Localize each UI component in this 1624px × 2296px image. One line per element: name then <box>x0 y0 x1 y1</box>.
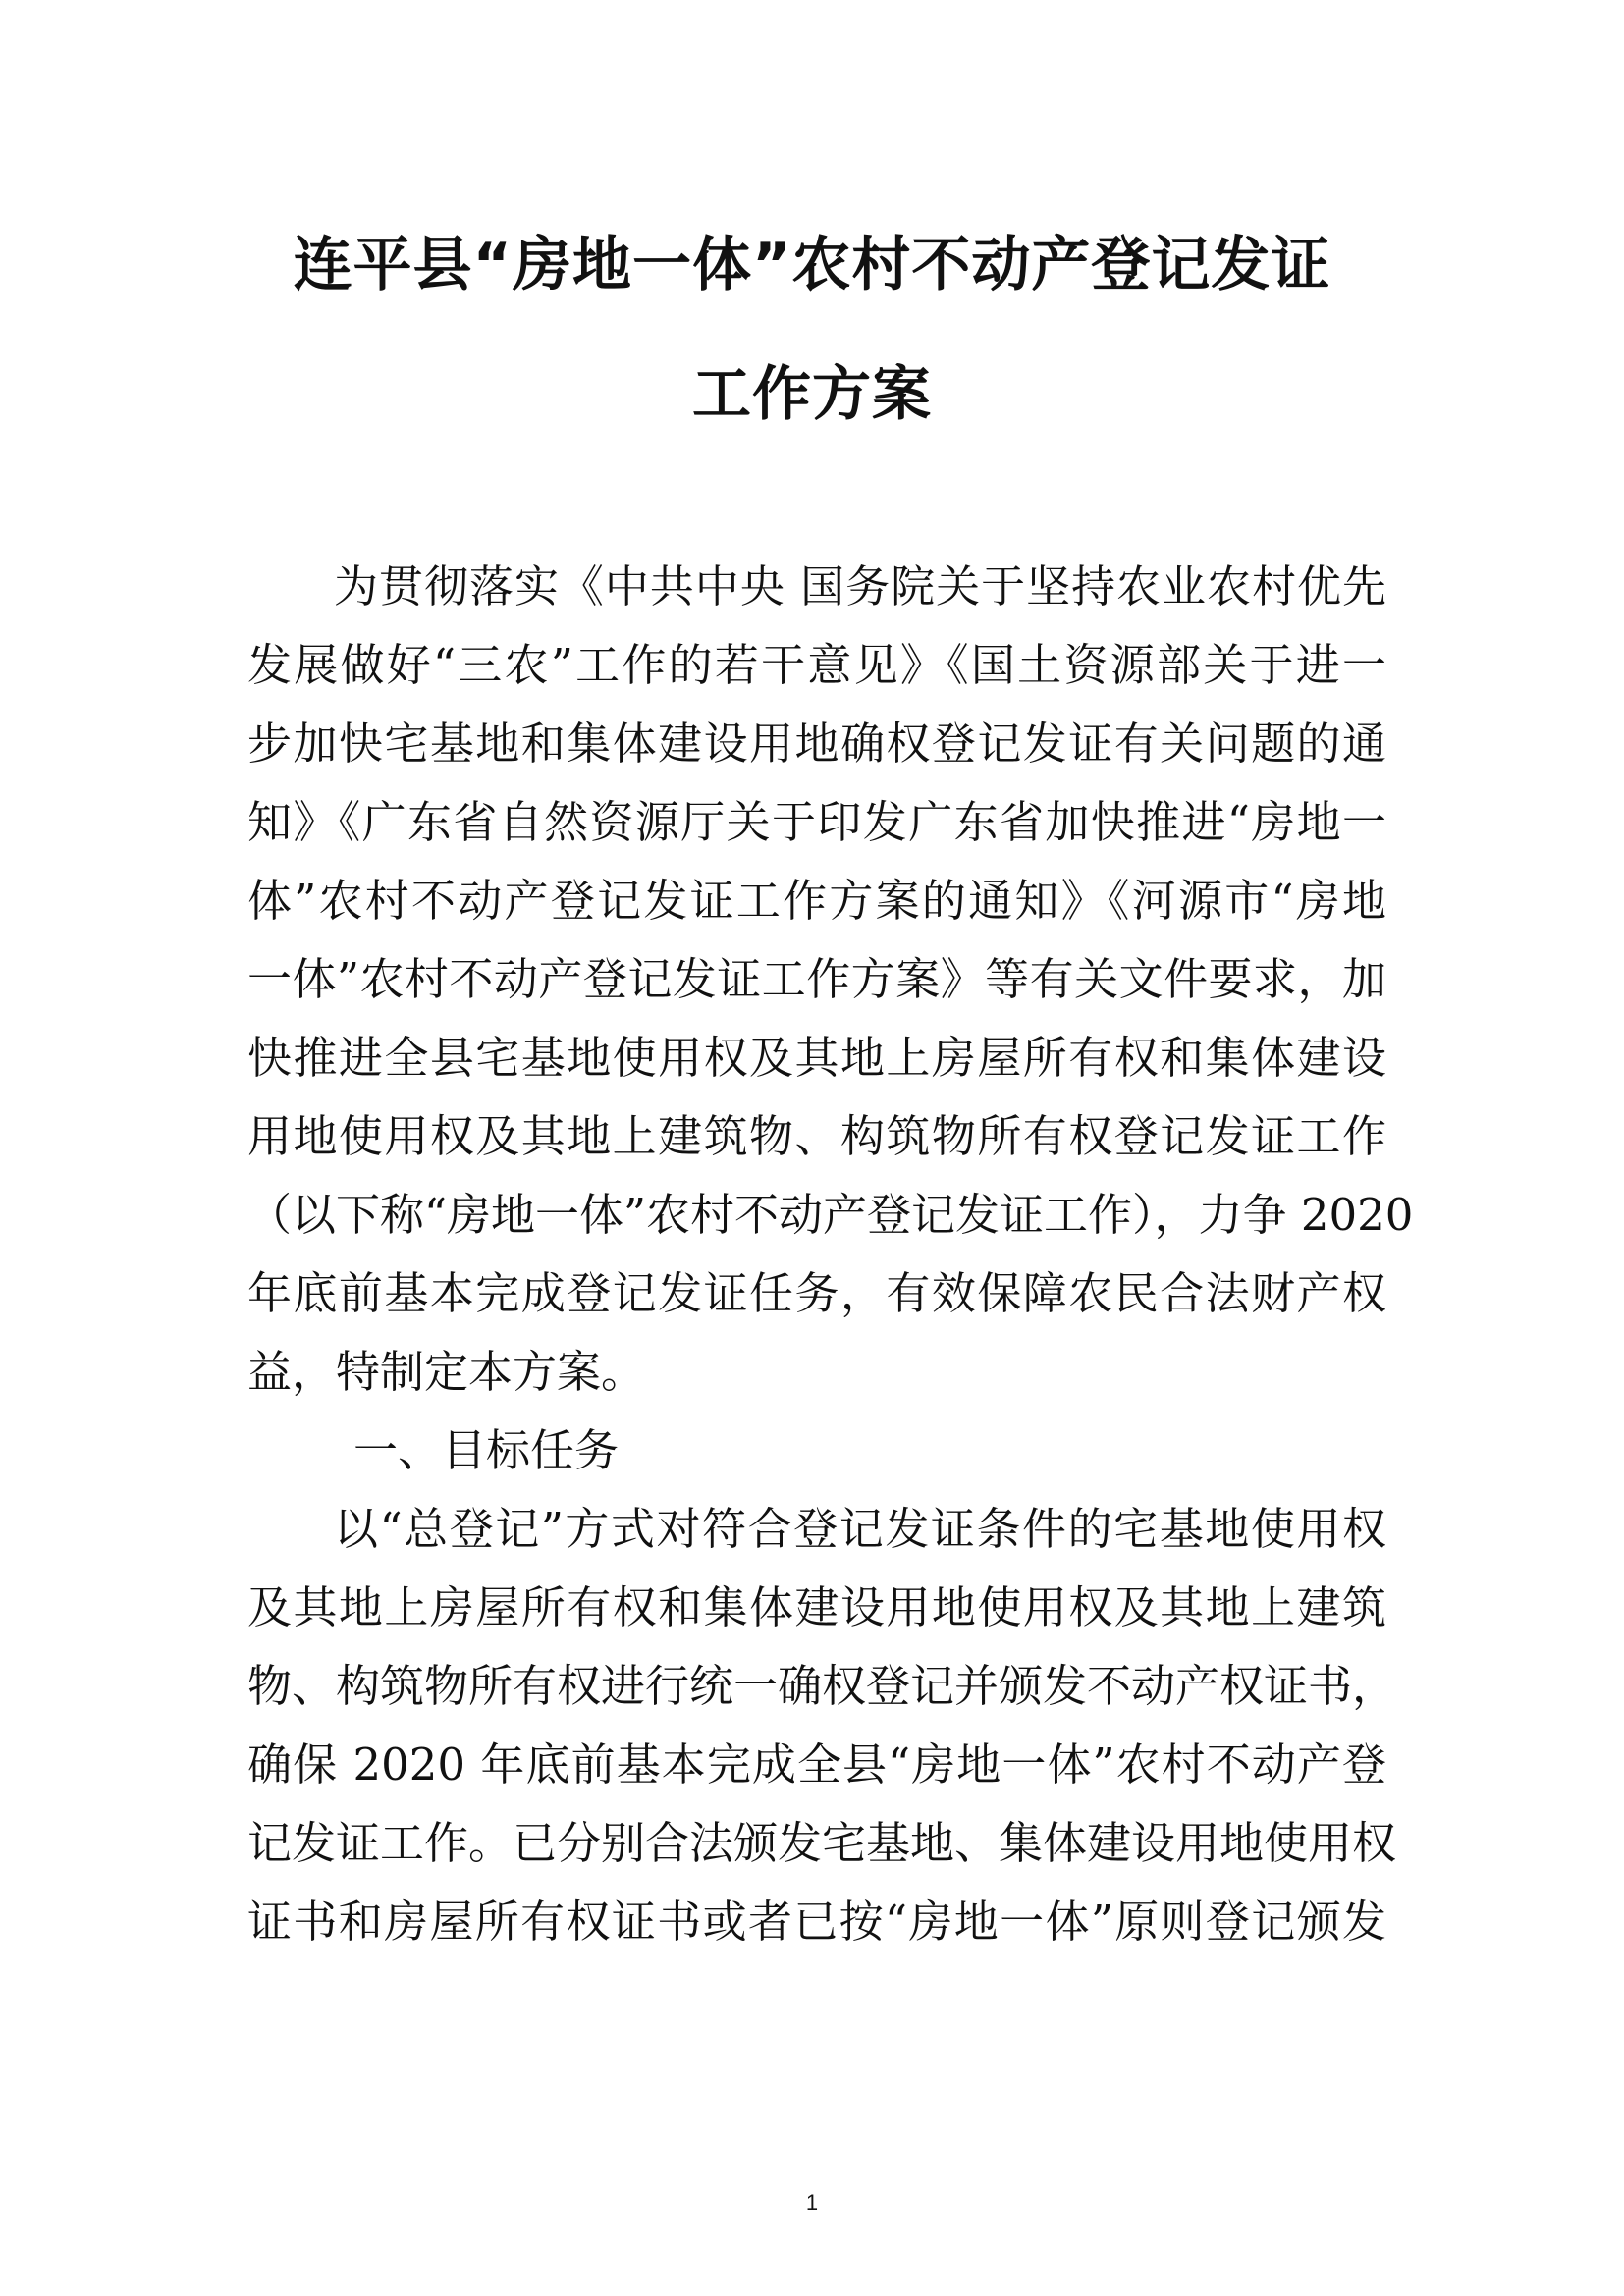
section-paragraph-line: 物、构筑物所有权进行统一确权登记并颁发不动产权证书， <box>247 1660 1397 1712</box>
section-paragraph-line: 确保 2020 年底前基本完成全县“房地一体”农村不动产登 <box>247 1738 1386 1790</box>
intro-paragraph-line: 用地使用权及其地上建筑物、构筑物所有权登记发证工作 <box>247 1110 1386 1162</box>
intro-paragraph-line: 步加快宅基地和集体建设用地确权登记发证有关问题的通 <box>247 718 1386 770</box>
intro-paragraph-line: 快推进全县宅基地使用权及其地上房屋所有权和集体建设 <box>247 1032 1386 1084</box>
document-title-line-2: 工作方案 <box>692 360 932 429</box>
section-paragraph-line: 记发证工作。已分别合法颁发宅基地、集体建设用地使用权 <box>247 1817 1397 1869</box>
section-paragraph-line: 及其地上房屋所有权和集体建设用地使用权及其地上建筑 <box>247 1581 1386 1633</box>
document-title-line-1: 连平县“房地一体”农村不动产登记发证 <box>293 231 1331 299</box>
intro-paragraph-line: 益，特制定本方案。 <box>247 1346 646 1398</box>
intro-paragraph-line: 一体”农村不动产登记发证工作方案》等有关文件要求，加 <box>247 953 1386 1005</box>
section-heading-target-tasks: 一、目标任务 <box>353 1424 620 1476</box>
intro-paragraph-line: 为贯彻落实《中共中央 国务院关于坚持农业农村优先 <box>334 561 1386 613</box>
intro-paragraph-line: （以下称“房地一体”农村不动产登记发证工作），力争 2020 <box>247 1189 1414 1241</box>
intro-paragraph-line: 年底前基本完成登记发证任务，有效保障农民合法财产权 <box>247 1267 1386 1319</box>
section-paragraph-line: 以“总登记”方式对符合登记发证条件的宅基地使用权 <box>334 1503 1386 1555</box>
section-paragraph-line: 证书和房屋所有权证书或者已按“房地一体”原则登记颁发 <box>247 1896 1386 1948</box>
page-number: 1 <box>805 2190 819 2215</box>
intro-paragraph-line: 发展做好“三农”工作的若干意见》《国土资源部关于进一 <box>247 639 1386 691</box>
intro-paragraph-line: 体”农村不动产登记发证工作方案的通知》《河源市“房地 <box>247 875 1386 927</box>
intro-paragraph-line: 知》《广东省自然资源厅关于印发广东省加快推进“房地一 <box>247 796 1386 848</box>
